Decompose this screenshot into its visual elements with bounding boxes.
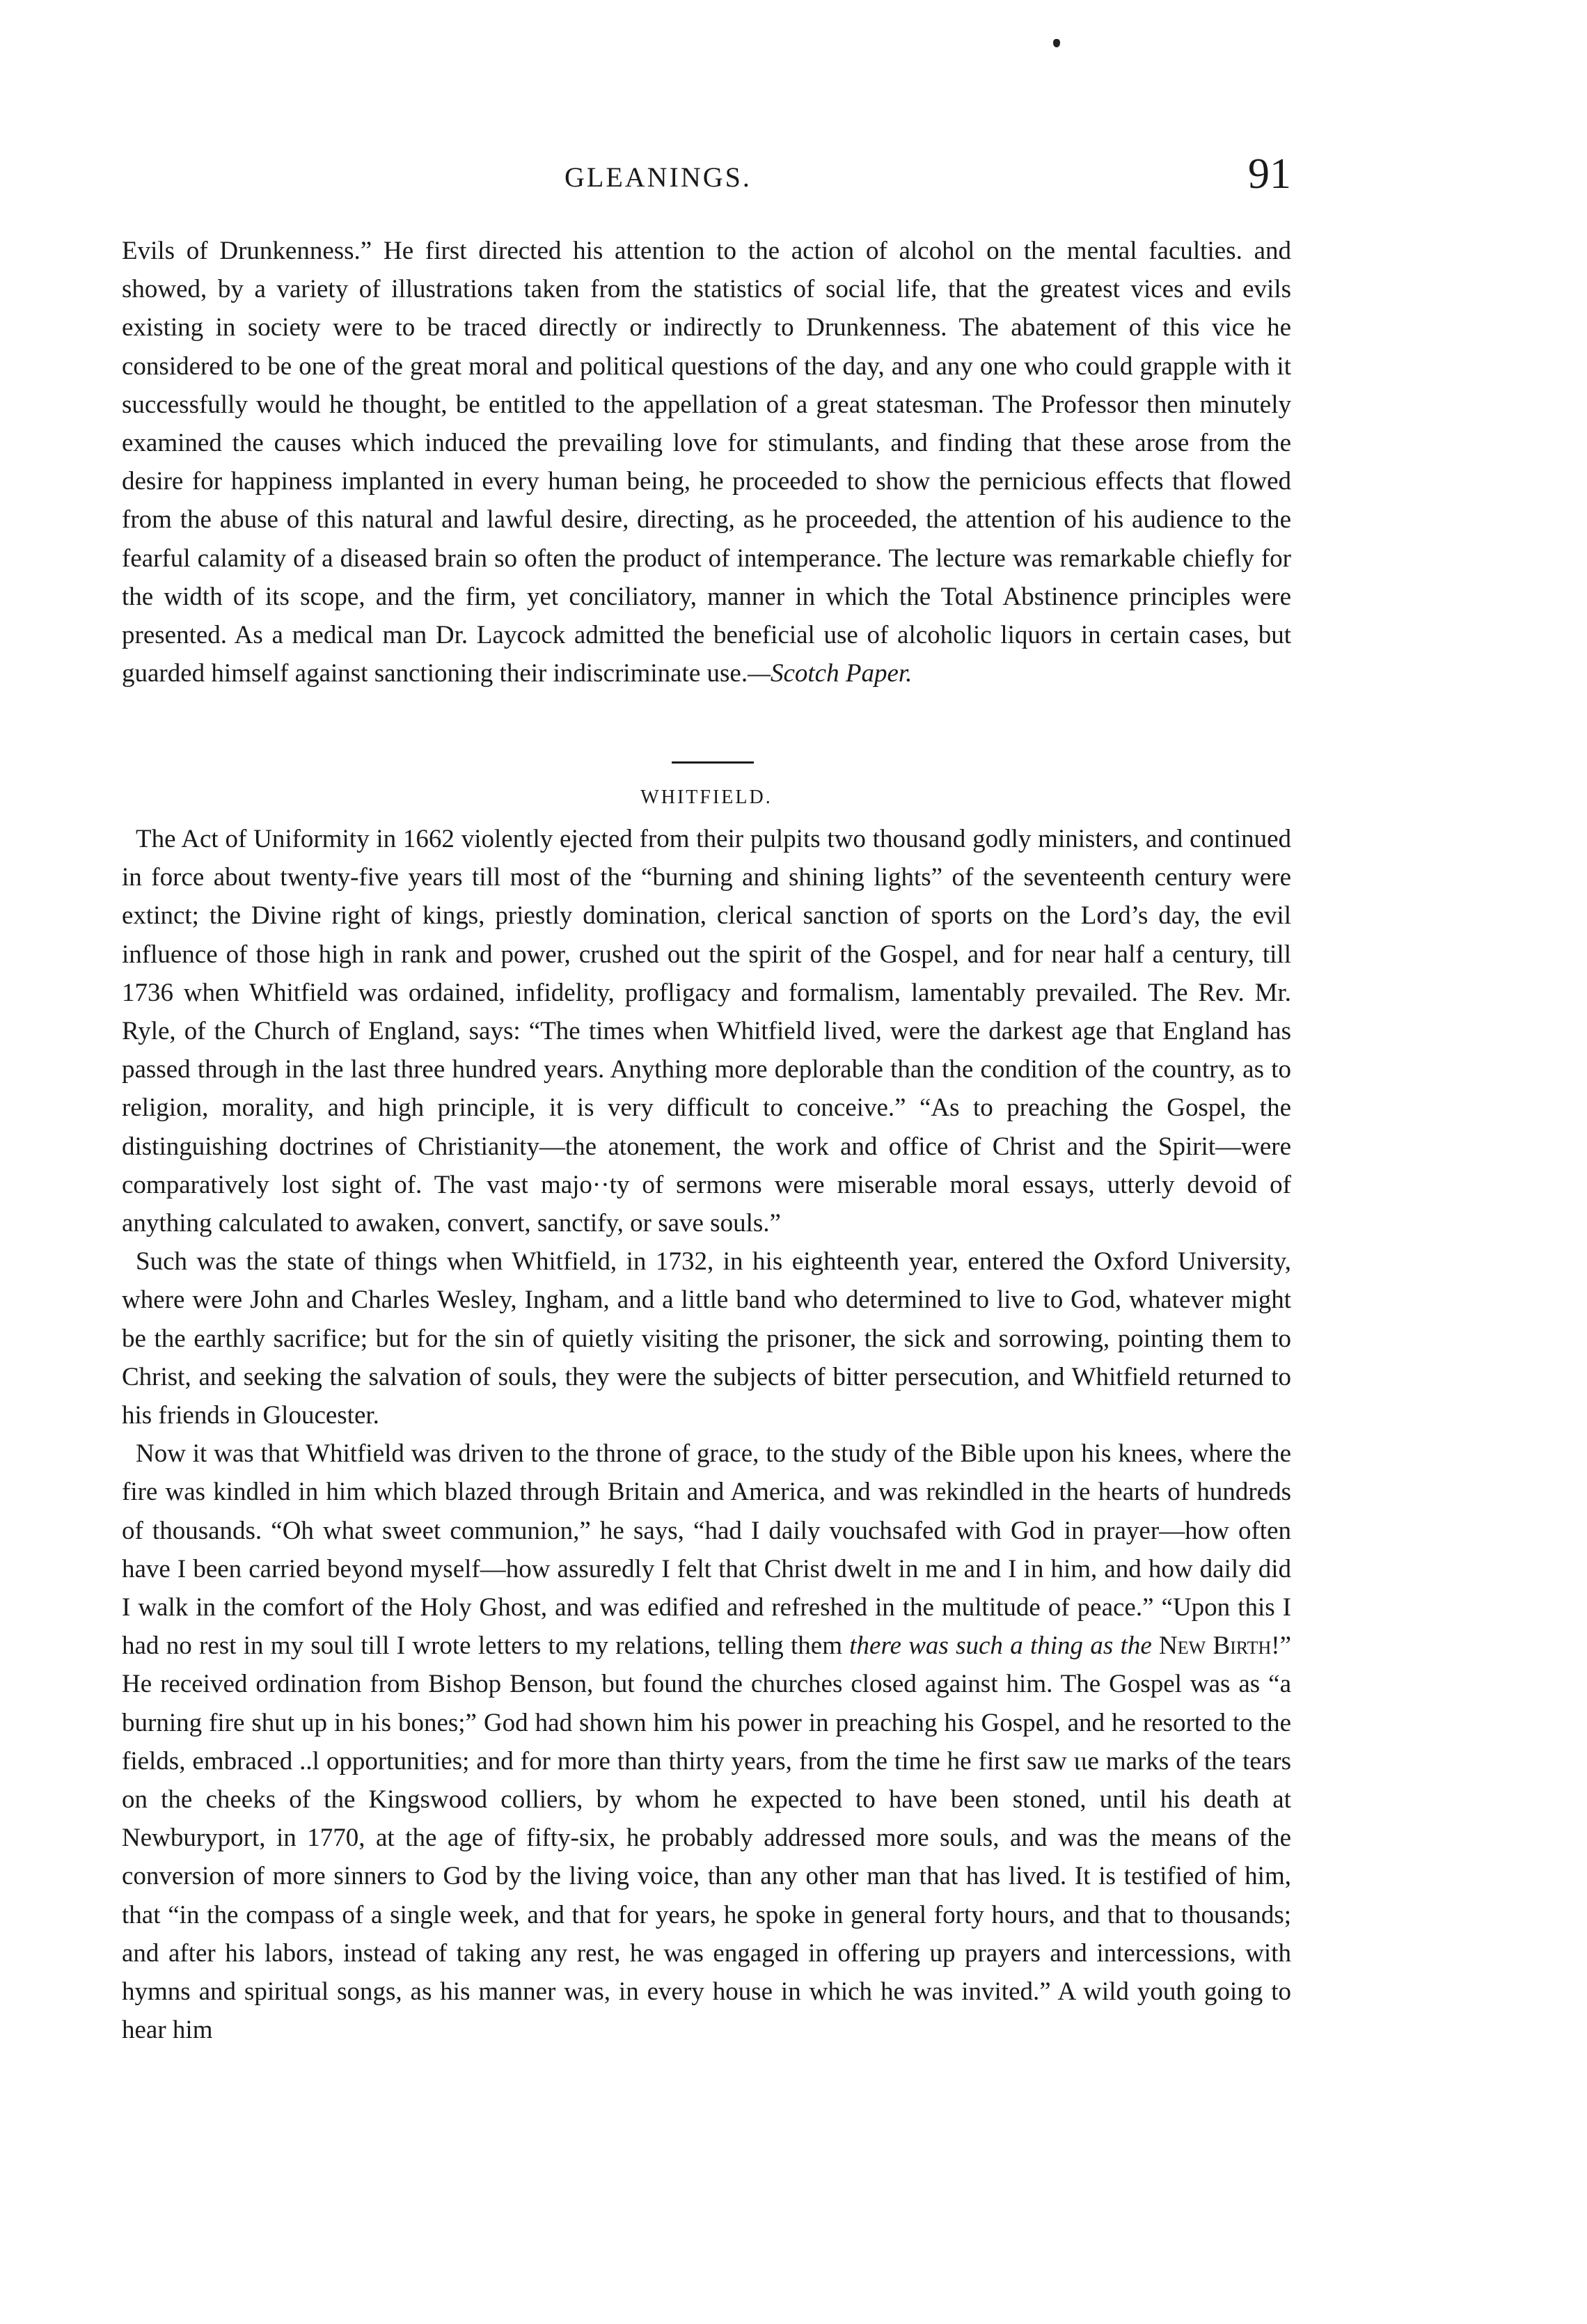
paragraph-text-part1: Now it was that Whitfield was driven to the throne of grace, to the study of the Bible upon his knees, where the fire was kindled in him which blazed through Britain and America, and was rekindled in the hearts of hundreds of thousands. “Oh what sweet communion,” he says, “had I daily vouchsafed with God in prayer—how often have I been carried beyond myself—how assuredly I felt that Christ dwelt in me and I in him, and how daily did I walk in the comfort of the Holy Ghost, and was edified and refreshed in the multitude of peace.” “Upon this I had no rest in my soul till I wrote letters to my relations, telling them xyxy=(122,1439,1291,1661)
page-number: 91 xyxy=(1248,150,1291,198)
document-page xyxy=(122,0,1291,2324)
section-divider xyxy=(672,761,754,764)
paragraph-act-of-uniformity: The Act of Uniformity in 1662 violently ejected from their pulpits two thousand godly ministers, and continued in force about twenty-five years till most of the “burning and shining lights” of the seventeenth century were extinct; the Divine right of kings, priestly domination, clerical sanction of sports on the Lord’s day, the evil influence of those high in rank and power, crushed out the spirit of the Gospel, and for near half a century, till 1736 when Whitfield was ordained, infidelity, profligacy and formalism, lamentably prevailed. The Rev. Mr. Ryle, of the Church of England, says: “The times when Whitfield lived, were the darkest age that England has passed through in the last three hundred years. Anything more deplorable than the condition of the country, as to religion, morality, and high principle, it is very difficult to conceive.” “As to preaching the Gospel, the distinguishing doctrines of Christianity—the atonement, the work and office of Christ and the Spirit—were comparatively lost sight of. The vast majo··ty of sermons were miserable moral essays, utterly devoid of anything calculated to awaken, convert, sanctify, or save souls.” xyxy=(122,825,1291,1238)
continued-article xyxy=(122,232,1291,733)
italic-phrase: there was such a thing as the xyxy=(849,1631,1152,1661)
continuation-paragraph xyxy=(122,232,1291,693)
continuation-text: Evils of Drunkenness.” He first directed his attention to the action of alcohol on the mental faculties. and showed, by a variety of illustrations taken from the statistics of social life, that the greatest vices and evils existing in society were to be traced directly or indirectly to Drunkenness. The abatement of this vice he considered to be one of the great moral and political questions of the day, and any one who could grapple with it successfully would he thought, be entitled to the appellation of a great statesman. The Professor then minutely examined the causes which induced the prevailing love for stimulants, and finding that these arose from the desire for happiness implanted in every human being, he proceeded to show the pernicious effects that flowed from the abuse of this natural and lawful desire, directing, as he proceeded, the attention of his audience to the fearful calamity of a diseased brain so often the product of intemperance. The lecture was remarkable chiefly for the width of its scope, and the firm, yet conciliatory, manner in which the Total Abstinence principles were presented. As a medical man Dr. Laycock admitted the beneficial use of alcoholic liquors in certain cases, but guarded himself against sanctioning their indiscriminate use. xyxy=(122,237,1291,688)
running-head: GLEANINGS. xyxy=(564,161,752,193)
section-title: WHITFIELD. xyxy=(640,786,773,808)
whitfield-article xyxy=(122,820,1291,2289)
paragraph-oxford: Such was the state of things when Whitfield, in 1732, in his eighteenth year, entered the Oxford University, where were John and Charles Wesley, Ingham, and a little band who determined to live to God, whatever might be the earthly sacrifice; but for the sin of quietly visiting the prisoner, the sick and sorrowing, pointing them to Christ, and seeking the salvation of souls, they were the subjects of bitter persecution, and Whitfield returned to his friends in Gloucester. xyxy=(122,1247,1291,1430)
small-caps-phrase: New Birth xyxy=(1159,1631,1272,1661)
paragraph-text-part2: !” He received ordination from Bishop Benson, but found the churches closed against him. The Gospel was as “a burning fire shut up in his bones;” God had shown him his power in preaching his Gospel, and he resorted to the fields, embraced ..l opportunities; and for more than thirty years, from the time he first saw ιιe marks of the tears on the cheeks of the Kingswood colliers, by whom he expected to have been stoned, until his death at Newburyport, in 1770, at the age of fifty-six, he probably addressed more souls, and was the means of the conversion of more sinners to God by the living voice, than any other man that has lived. It is testified of him, that “in the compass of a single week, and that for years, he spoke in general forty hours, and that to thousands; and after his labors, instead of taking any rest, he was engaged in offering up prayers and intercessions, with hymns and spiritual songs, as his manner was, in every house in which he was invited.” A wild youth going to hear him xyxy=(122,1631,1292,2045)
ink-speck xyxy=(1053,39,1060,47)
paragraph-throne-of-grace xyxy=(122,1434,1291,2049)
source-attribution: —Scotch Paper. xyxy=(748,659,913,688)
page-header xyxy=(122,150,1291,198)
